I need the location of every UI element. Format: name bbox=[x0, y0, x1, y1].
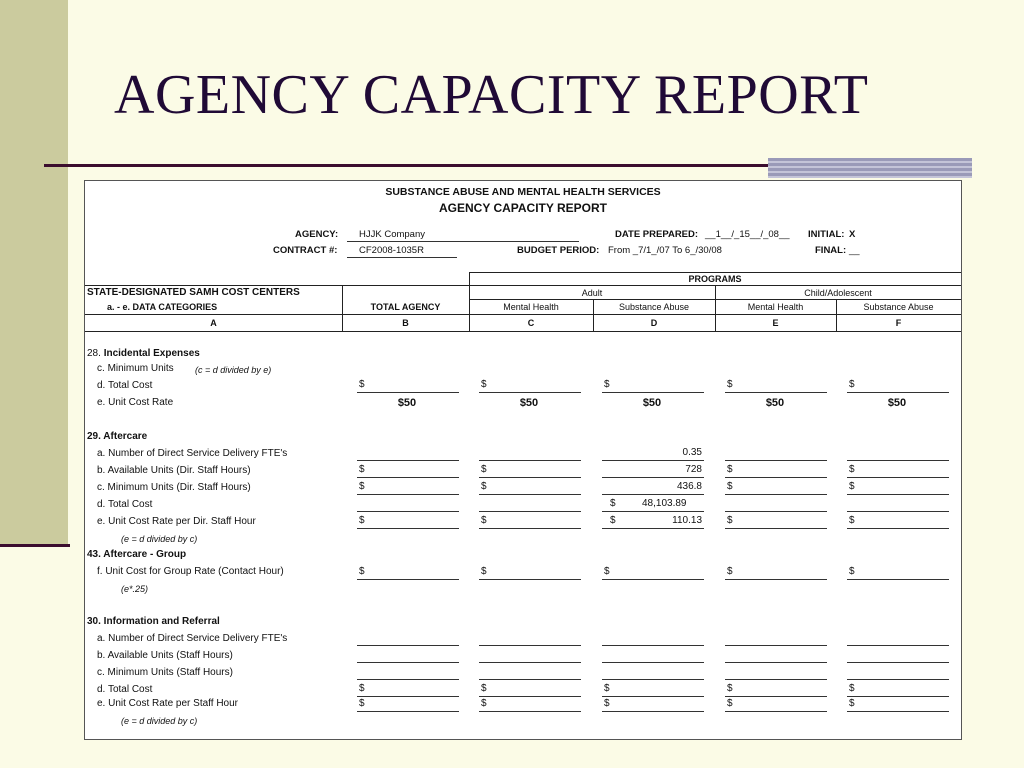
s29-title: 29. Aftercare bbox=[87, 431, 148, 442]
cell-underline bbox=[602, 477, 704, 478]
cell-underline bbox=[725, 579, 827, 580]
s29-e-label: e. Unit Cost Rate per Dir. Staff Hour bbox=[97, 516, 256, 527]
cell-underline bbox=[847, 477, 949, 478]
dollar-sign: $ bbox=[727, 698, 733, 709]
s29-b-cell-e[interactable] bbox=[725, 463, 827, 478]
slide-title: AGENCY CAPACITY REPORT bbox=[114, 64, 869, 126]
cell-underline bbox=[602, 579, 704, 580]
dollar-sign: $ bbox=[849, 515, 855, 526]
cell-underline bbox=[479, 662, 581, 663]
dollar-sign: $ bbox=[610, 515, 616, 526]
cell-underline bbox=[602, 392, 704, 393]
cell-underline bbox=[479, 711, 581, 712]
cell-underline bbox=[479, 511, 581, 512]
s29-c-cell-b[interactable] bbox=[357, 480, 459, 495]
cell-underline bbox=[479, 392, 581, 393]
agency-underline bbox=[347, 241, 579, 242]
s28-rate-d: $50 bbox=[642, 397, 662, 409]
s30-c-cell-d[interactable] bbox=[602, 665, 704, 680]
s28-rate-f: $50 bbox=[887, 397, 907, 409]
cell-underline bbox=[357, 477, 459, 478]
s28-rate-e: $50 bbox=[765, 397, 785, 409]
programs-header: PROGRAMS bbox=[688, 274, 742, 284]
s30-e-cell-b[interactable] bbox=[357, 697, 459, 712]
cell-value: 436.8 bbox=[676, 481, 702, 492]
cell-underline bbox=[479, 494, 581, 495]
s43-title: 43. Aftercare - Group bbox=[87, 549, 187, 560]
s29-d-cell-d[interactable] bbox=[602, 497, 704, 512]
cell-underline bbox=[847, 528, 949, 529]
dollar-sign: $ bbox=[481, 481, 487, 492]
cell-underline bbox=[602, 460, 704, 461]
dollar-sign: $ bbox=[727, 566, 733, 577]
cell-underline bbox=[357, 460, 459, 461]
s30-title: 30. Information and Referral bbox=[87, 616, 220, 627]
dollar-sign: $ bbox=[727, 683, 733, 694]
s43-f-cell-b[interactable] bbox=[357, 565, 459, 580]
s29-d-cell-e[interactable] bbox=[725, 497, 827, 512]
s30-c-cell-b[interactable] bbox=[357, 665, 459, 680]
dollar-sign: $ bbox=[481, 515, 487, 526]
agency-label: AGENCY: bbox=[295, 229, 339, 240]
contract-value: CF2008-1035R bbox=[359, 245, 424, 256]
s29-e-cell-d[interactable] bbox=[602, 514, 704, 529]
adult-mh-header: Mental Health bbox=[503, 302, 559, 312]
final-label: FINAL: bbox=[815, 245, 847, 256]
s30-e-cell-e[interactable] bbox=[725, 697, 827, 712]
s43-f-cell-c[interactable] bbox=[479, 565, 581, 580]
dollar-sign: $ bbox=[481, 698, 487, 709]
final-value: __ bbox=[849, 245, 860, 256]
cell-underline bbox=[847, 662, 949, 663]
s30-b-cell-b[interactable] bbox=[357, 648, 459, 663]
dollar-sign: $ bbox=[359, 464, 365, 475]
cell-underline bbox=[357, 662, 459, 663]
cell-underline bbox=[725, 645, 827, 646]
s29-d-cell-c[interactable] bbox=[479, 497, 581, 512]
dollar-sign: $ bbox=[481, 464, 487, 475]
cell-underline bbox=[602, 645, 704, 646]
s29-e-cell-f[interactable] bbox=[847, 514, 949, 529]
s30-note: (e = d divided by c) bbox=[121, 716, 198, 726]
dollar-sign: $ bbox=[849, 683, 855, 694]
s29-a-cell-e[interactable] bbox=[725, 446, 827, 461]
cell-underline bbox=[357, 528, 459, 529]
col-letter-e: E bbox=[772, 318, 779, 328]
dollar-sign: $ bbox=[610, 498, 616, 509]
s29-d-cell-b[interactable] bbox=[357, 497, 459, 512]
data-categories-header: a. - e. DATA CATEGORIES bbox=[107, 302, 218, 312]
s43-f-cell-e[interactable] bbox=[725, 565, 827, 580]
s30-c-cell-c[interactable] bbox=[479, 665, 581, 680]
s29-b-cell-c[interactable] bbox=[479, 463, 581, 478]
s29-c-cell-f[interactable] bbox=[847, 480, 949, 495]
s29-note: (e = d divided by c) bbox=[121, 534, 198, 544]
s29-e-cell-c[interactable] bbox=[479, 514, 581, 529]
s30-d-cell-e[interactable] bbox=[725, 682, 827, 697]
budget-value: From _7/1_/07 To 6_/30/08 bbox=[608, 245, 722, 256]
budget-label: BUDGET PERIOD: bbox=[517, 245, 600, 256]
date-label: DATE PREPARED: bbox=[615, 229, 699, 240]
dollar-sign: $ bbox=[727, 481, 733, 492]
s30-a-cell-b[interactable] bbox=[357, 631, 459, 646]
s29-e-cell-b[interactable] bbox=[357, 514, 459, 529]
s30-a-cell-f[interactable] bbox=[847, 631, 949, 646]
cell-underline bbox=[847, 460, 949, 461]
s30-d-cell-b[interactable] bbox=[357, 682, 459, 697]
cell-underline bbox=[357, 645, 459, 646]
left-accent-bar bbox=[0, 0, 68, 546]
contract-underline bbox=[347, 257, 457, 258]
cell-underline bbox=[602, 494, 704, 495]
s30-c-cell-e[interactable] bbox=[725, 665, 827, 680]
s29-c-label: c. Minimum Units (Dir. Staff Hours) bbox=[97, 482, 251, 493]
cell-underline bbox=[725, 392, 827, 393]
initial-value: X bbox=[849, 229, 856, 240]
cell-underline bbox=[479, 579, 581, 580]
s30-b-cell-f[interactable] bbox=[847, 648, 949, 663]
cell-underline bbox=[847, 645, 949, 646]
s30-d-cell-d[interactable] bbox=[602, 682, 704, 697]
s30-e-cell-f[interactable] bbox=[847, 697, 949, 712]
cell-underline bbox=[602, 662, 704, 663]
cell-underline bbox=[847, 511, 949, 512]
s29-b-cell-d[interactable] bbox=[602, 463, 704, 478]
dollar-sign: $ bbox=[727, 379, 733, 390]
cell-underline bbox=[725, 511, 827, 512]
s29-a-cell-f[interactable] bbox=[847, 446, 949, 461]
dollar-sign: $ bbox=[849, 566, 855, 577]
s30-c-label: c. Minimum Units (Staff Hours) bbox=[97, 667, 233, 678]
cell-underline bbox=[725, 528, 827, 529]
s29-c-cell-d[interactable] bbox=[602, 480, 704, 495]
dollar-sign: $ bbox=[849, 379, 855, 390]
dollar-sign: $ bbox=[359, 698, 365, 709]
date-value: __1__/_15__/_08__ bbox=[705, 229, 790, 240]
cell-underline bbox=[479, 528, 581, 529]
s28-title: 28. Incidental Expenses bbox=[87, 348, 200, 359]
cell-underline bbox=[602, 528, 704, 529]
s30-e-cell-c[interactable] bbox=[479, 697, 581, 712]
s29-b-cell-b[interactable] bbox=[357, 463, 459, 478]
s28-rate-c: $50 bbox=[519, 397, 539, 409]
dollar-sign: $ bbox=[727, 464, 733, 475]
s28-d-cell-b[interactable] bbox=[357, 378, 459, 393]
col-letter-d: D bbox=[650, 318, 658, 328]
cell-underline bbox=[479, 645, 581, 646]
cell-underline bbox=[602, 679, 704, 680]
dollar-sign: $ bbox=[359, 566, 365, 577]
col-letter-c: C bbox=[527, 318, 535, 328]
cell-underline bbox=[602, 711, 704, 712]
cell-underline bbox=[725, 460, 827, 461]
cell-underline bbox=[847, 494, 949, 495]
s29-d-cell-f[interactable] bbox=[847, 497, 949, 512]
cell-value: 728 bbox=[685, 464, 702, 475]
s30-a-cell-c[interactable] bbox=[479, 631, 581, 646]
child-mh-header: Mental Health bbox=[747, 302, 804, 312]
cell-value: 0.35 bbox=[682, 447, 702, 458]
s30-b-cell-c[interactable] bbox=[479, 648, 581, 663]
s30-e-cell-d[interactable] bbox=[602, 697, 704, 712]
decorative-gray-bar bbox=[768, 158, 972, 178]
cell-underline bbox=[357, 392, 459, 393]
s30-b-cell-d[interactable] bbox=[602, 648, 704, 663]
contract-label: CONTRACT #: bbox=[273, 245, 338, 256]
s29-d-label: d. Total Cost bbox=[97, 499, 153, 510]
adult-sa-header: Substance Abuse bbox=[618, 302, 690, 312]
dollar-sign: $ bbox=[481, 379, 487, 390]
s29-a-label: a. Number of Direct Service Delivery FTE's bbox=[97, 448, 288, 459]
cell-value: 110.13 bbox=[672, 515, 702, 526]
dollar-sign: $ bbox=[604, 379, 610, 390]
dollar-sign: $ bbox=[604, 566, 610, 577]
dollar-sign: $ bbox=[359, 379, 365, 390]
cell-underline bbox=[602, 511, 704, 512]
s30-b-label: b. Available Units (Staff Hours) bbox=[97, 650, 233, 661]
child-header: Child/Adolescent bbox=[804, 288, 872, 298]
s30-a-cell-e[interactable] bbox=[725, 631, 827, 646]
s29-a-cell-b[interactable] bbox=[357, 446, 459, 461]
dollar-sign: $ bbox=[359, 683, 365, 694]
cell-underline bbox=[847, 679, 949, 680]
s28-e-label: e. Unit Cost Rate bbox=[97, 397, 174, 408]
s29-e-cell-e[interactable] bbox=[725, 514, 827, 529]
s28-d-cell-e[interactable] bbox=[725, 378, 827, 393]
s28-d-label: d. Total Cost bbox=[97, 380, 153, 391]
col-letter-f: F bbox=[895, 318, 902, 328]
s29-b-cell-f[interactable] bbox=[847, 463, 949, 478]
col-letter-a: A bbox=[210, 318, 217, 328]
cell-value: 48,103.89 bbox=[642, 498, 687, 509]
s43-note: (e*.25) bbox=[121, 584, 149, 594]
s30-b-cell-e[interactable] bbox=[725, 648, 827, 663]
dollar-sign: $ bbox=[604, 698, 610, 709]
cell-underline bbox=[479, 477, 581, 478]
s28-c-note: (c = d divided by e) bbox=[195, 365, 272, 375]
dollar-sign: $ bbox=[849, 481, 855, 492]
s30-d-cell-c[interactable] bbox=[479, 682, 581, 697]
dollar-sign: $ bbox=[849, 464, 855, 475]
s28-c-label: c. Minimum Units bbox=[97, 363, 174, 374]
adult-header: Adult bbox=[581, 288, 603, 298]
cell-underline bbox=[725, 494, 827, 495]
report-title: AGENCY CAPACITY REPORT bbox=[438, 201, 608, 215]
dollar-sign: $ bbox=[849, 698, 855, 709]
s30-d-cell-f[interactable] bbox=[847, 682, 949, 697]
report-form bbox=[84, 180, 962, 740]
s28-d-cell-d[interactable] bbox=[602, 378, 704, 393]
cell-underline bbox=[725, 662, 827, 663]
cell-underline bbox=[847, 392, 949, 393]
cell-underline bbox=[725, 679, 827, 680]
dollar-sign: $ bbox=[359, 481, 365, 492]
s30-c-cell-f[interactable] bbox=[847, 665, 949, 680]
cell-underline bbox=[479, 460, 581, 461]
s30-a-cell-d[interactable] bbox=[602, 631, 704, 646]
s29-a-cell-d[interactable] bbox=[602, 446, 704, 461]
cell-underline bbox=[357, 579, 459, 580]
s43-f-label: f. Unit Cost for Group Rate (Contact Hour) bbox=[97, 566, 284, 577]
cell-underline bbox=[847, 579, 949, 580]
s28-d-cell-c[interactable] bbox=[479, 378, 581, 393]
s30-d-label: d. Total Cost bbox=[97, 684, 153, 695]
child-sa-header: Substance Abuse bbox=[863, 302, 934, 312]
cell-underline bbox=[725, 477, 827, 478]
cell-underline bbox=[357, 511, 459, 512]
initial-label: INITIAL: bbox=[808, 229, 845, 240]
total-agency-header: TOTAL AGENCY bbox=[370, 302, 441, 312]
col-letter-b: B bbox=[402, 318, 409, 328]
org-name: SUBSTANCE ABUSE AND MENTAL HEALTH SERVICES bbox=[385, 186, 661, 198]
agency-value: HJJK Company bbox=[359, 229, 425, 240]
dollar-sign: $ bbox=[727, 515, 733, 526]
s30-a-label: a. Number of Direct Service Delivery FTE's bbox=[97, 633, 288, 644]
cell-underline bbox=[725, 711, 827, 712]
dollar-sign: $ bbox=[481, 683, 487, 694]
cell-underline bbox=[357, 494, 459, 495]
s28-rate-b: $50 bbox=[397, 397, 417, 409]
s28-d-cell-f[interactable] bbox=[847, 378, 949, 393]
s43-f-cell-f[interactable] bbox=[847, 565, 949, 580]
s29-b-label: b. Available Units (Dir. Staff Hours) bbox=[97, 465, 251, 476]
cost-centers-header: STATE-DESIGNATED SAMH COST CENTERS bbox=[87, 287, 300, 298]
cell-underline bbox=[479, 679, 581, 680]
dollar-sign: $ bbox=[359, 515, 365, 526]
dollar-sign: $ bbox=[481, 566, 487, 577]
s43-f-cell-d[interactable] bbox=[602, 565, 704, 580]
s29-c-cell-c[interactable] bbox=[479, 480, 581, 495]
s29-a-cell-c[interactable] bbox=[479, 446, 581, 461]
dollar-sign: $ bbox=[604, 683, 610, 694]
s29-c-cell-e[interactable] bbox=[725, 480, 827, 495]
left-accent-rule bbox=[0, 544, 70, 547]
cell-underline bbox=[357, 679, 459, 680]
cell-underline bbox=[357, 711, 459, 712]
cell-underline bbox=[847, 711, 949, 712]
s30-e-label: e. Unit Cost Rate per Staff Hour bbox=[97, 698, 238, 709]
